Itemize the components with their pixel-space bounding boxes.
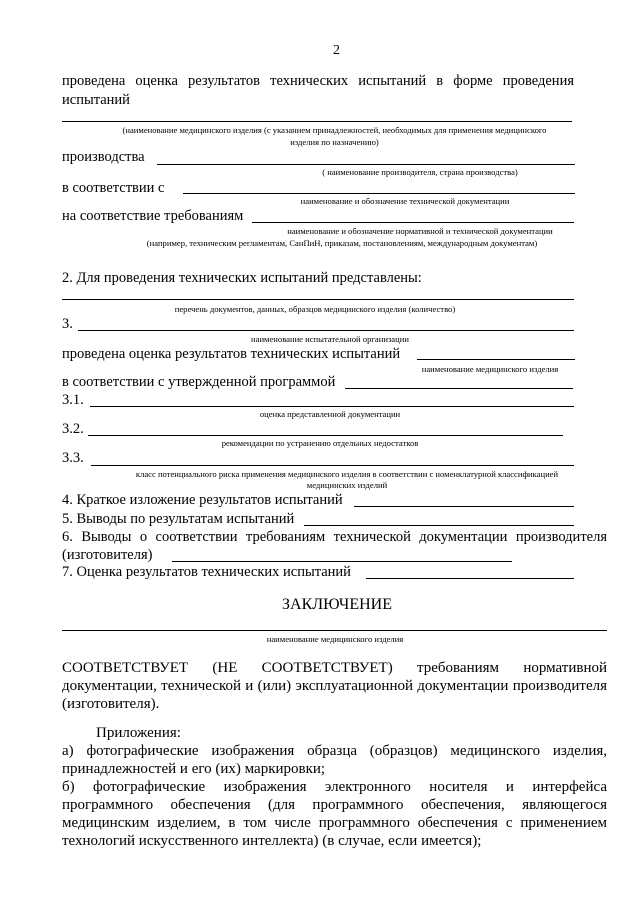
section3-3-caption-2: медицинских изделий xyxy=(306,480,388,490)
section3-caption: наименование испытательной организации xyxy=(251,334,409,344)
section6-line xyxy=(172,561,512,562)
production-line xyxy=(157,164,575,165)
device-name-line xyxy=(62,121,572,122)
section3-2-line xyxy=(88,435,563,436)
requirements-label: на соответствие требованиям xyxy=(62,208,244,224)
according-line xyxy=(183,193,575,194)
section4-label: 4. Краткое изложение результатов испытаний xyxy=(62,492,343,508)
appendix-b-line-3: медицинским изделием, в том числе программного обеспечения с применением xyxy=(62,815,607,831)
section5-label: 5. Выводы по результатам испытаний xyxy=(62,511,295,527)
section3-3-label: 3.3. xyxy=(62,450,84,466)
conclusion-device-line xyxy=(62,630,607,631)
production-caption: ( наименование производителя, страна производства) xyxy=(322,167,518,177)
section6-line-1: 6. Выводы о соответствии требованиям технической документации производителя xyxy=(62,529,607,545)
assessment-label: проведена оценка результатов технических испытаний xyxy=(62,346,401,362)
appendices-title: Приложения: xyxy=(96,725,181,741)
program-line xyxy=(345,388,573,389)
according-caption: наименование и обозначение технической документации xyxy=(300,196,510,206)
section3-1-line xyxy=(90,406,574,407)
assessment-line xyxy=(417,359,575,360)
section3-2-caption: рекомендации по устранению отдельных недостатков xyxy=(221,438,419,448)
requirements-caption-2: (например, техническим регламентам, СанПиН, приказам, постановлениям, международным документам) xyxy=(146,238,538,248)
section2-label: 2. Для проведения технических испытаний представлены: xyxy=(62,270,422,286)
assessment-caption: наименование медицинского изделия xyxy=(421,364,559,374)
appendix-a-line-1: а) фотографические изображения образца (образцов) медицинского изделия, xyxy=(62,743,607,759)
section5-line xyxy=(304,525,574,526)
device-caption-1: (наименование медицинского изделия (с указанием принадлежностей, необходимых для применения медицинского xyxy=(122,125,547,135)
intro-line-1: проведена оценка результатов технических испытаний в форме проведения xyxy=(62,73,574,89)
production-label: производства xyxy=(62,149,145,165)
appendix-b-line-4: технологий искусственного интеллекта) (в случае, если имеется); xyxy=(62,833,482,849)
intro-line-2: испытаний xyxy=(62,92,130,108)
conclusion-line-1: СООТВЕТСТВУЕТ (НЕ СООТВЕТСТВУЕТ) требованиям нормативной xyxy=(62,660,607,676)
requirements-line xyxy=(252,222,574,223)
according-label: в соответствии с xyxy=(62,180,165,196)
section3-1-label: 3.1. xyxy=(62,392,84,408)
section7-line xyxy=(366,578,574,579)
section4-line xyxy=(354,506,574,507)
conclusion-line-2: документации, технической и (или) эксплуатационной документации производителя xyxy=(62,678,607,694)
requirements-caption-1: наименование и обозначение нормативной и технической документации xyxy=(287,226,553,236)
appendix-b-line-1: б) фотографические изображения электронного носителя и интерфейса xyxy=(62,779,607,795)
section3-label: 3. xyxy=(62,316,73,332)
section6-line-2: (изготовителя) xyxy=(62,547,153,563)
page-number: 2 xyxy=(333,43,340,58)
section3-3-caption-1: класс потенциального риска применения медицинского изделия в соответствии с номенклатурной классификацией xyxy=(135,469,559,479)
conclusion-caption: наименование медицинского изделия xyxy=(266,634,404,644)
section3-line xyxy=(78,330,574,331)
section3-3-line xyxy=(91,465,574,466)
section7-label: 7. Оценка результатов технических испытаний xyxy=(62,564,351,580)
section2-caption: перечень документов, данных, образцов медицинского изделия (количество) xyxy=(174,304,456,314)
section3-2-label: 3.2. xyxy=(62,421,84,437)
section2-line xyxy=(62,299,574,300)
program-label: в соответствии с утвержденной программой xyxy=(62,374,336,390)
conclusion-title: ЗАКЛЮЧЕНИЕ xyxy=(282,596,392,613)
appendix-a-line-2: принадлежностей и его (их) маркировки; xyxy=(62,761,326,777)
appendix-b-line-2: программного обеспечения (для программного обеспечения, являющегося xyxy=(62,797,607,813)
device-caption-2: изделия по назначению) xyxy=(290,137,379,147)
section3-1-caption: оценка представленной документации xyxy=(259,409,401,419)
conclusion-line-3: (изготовителя). xyxy=(62,696,160,712)
